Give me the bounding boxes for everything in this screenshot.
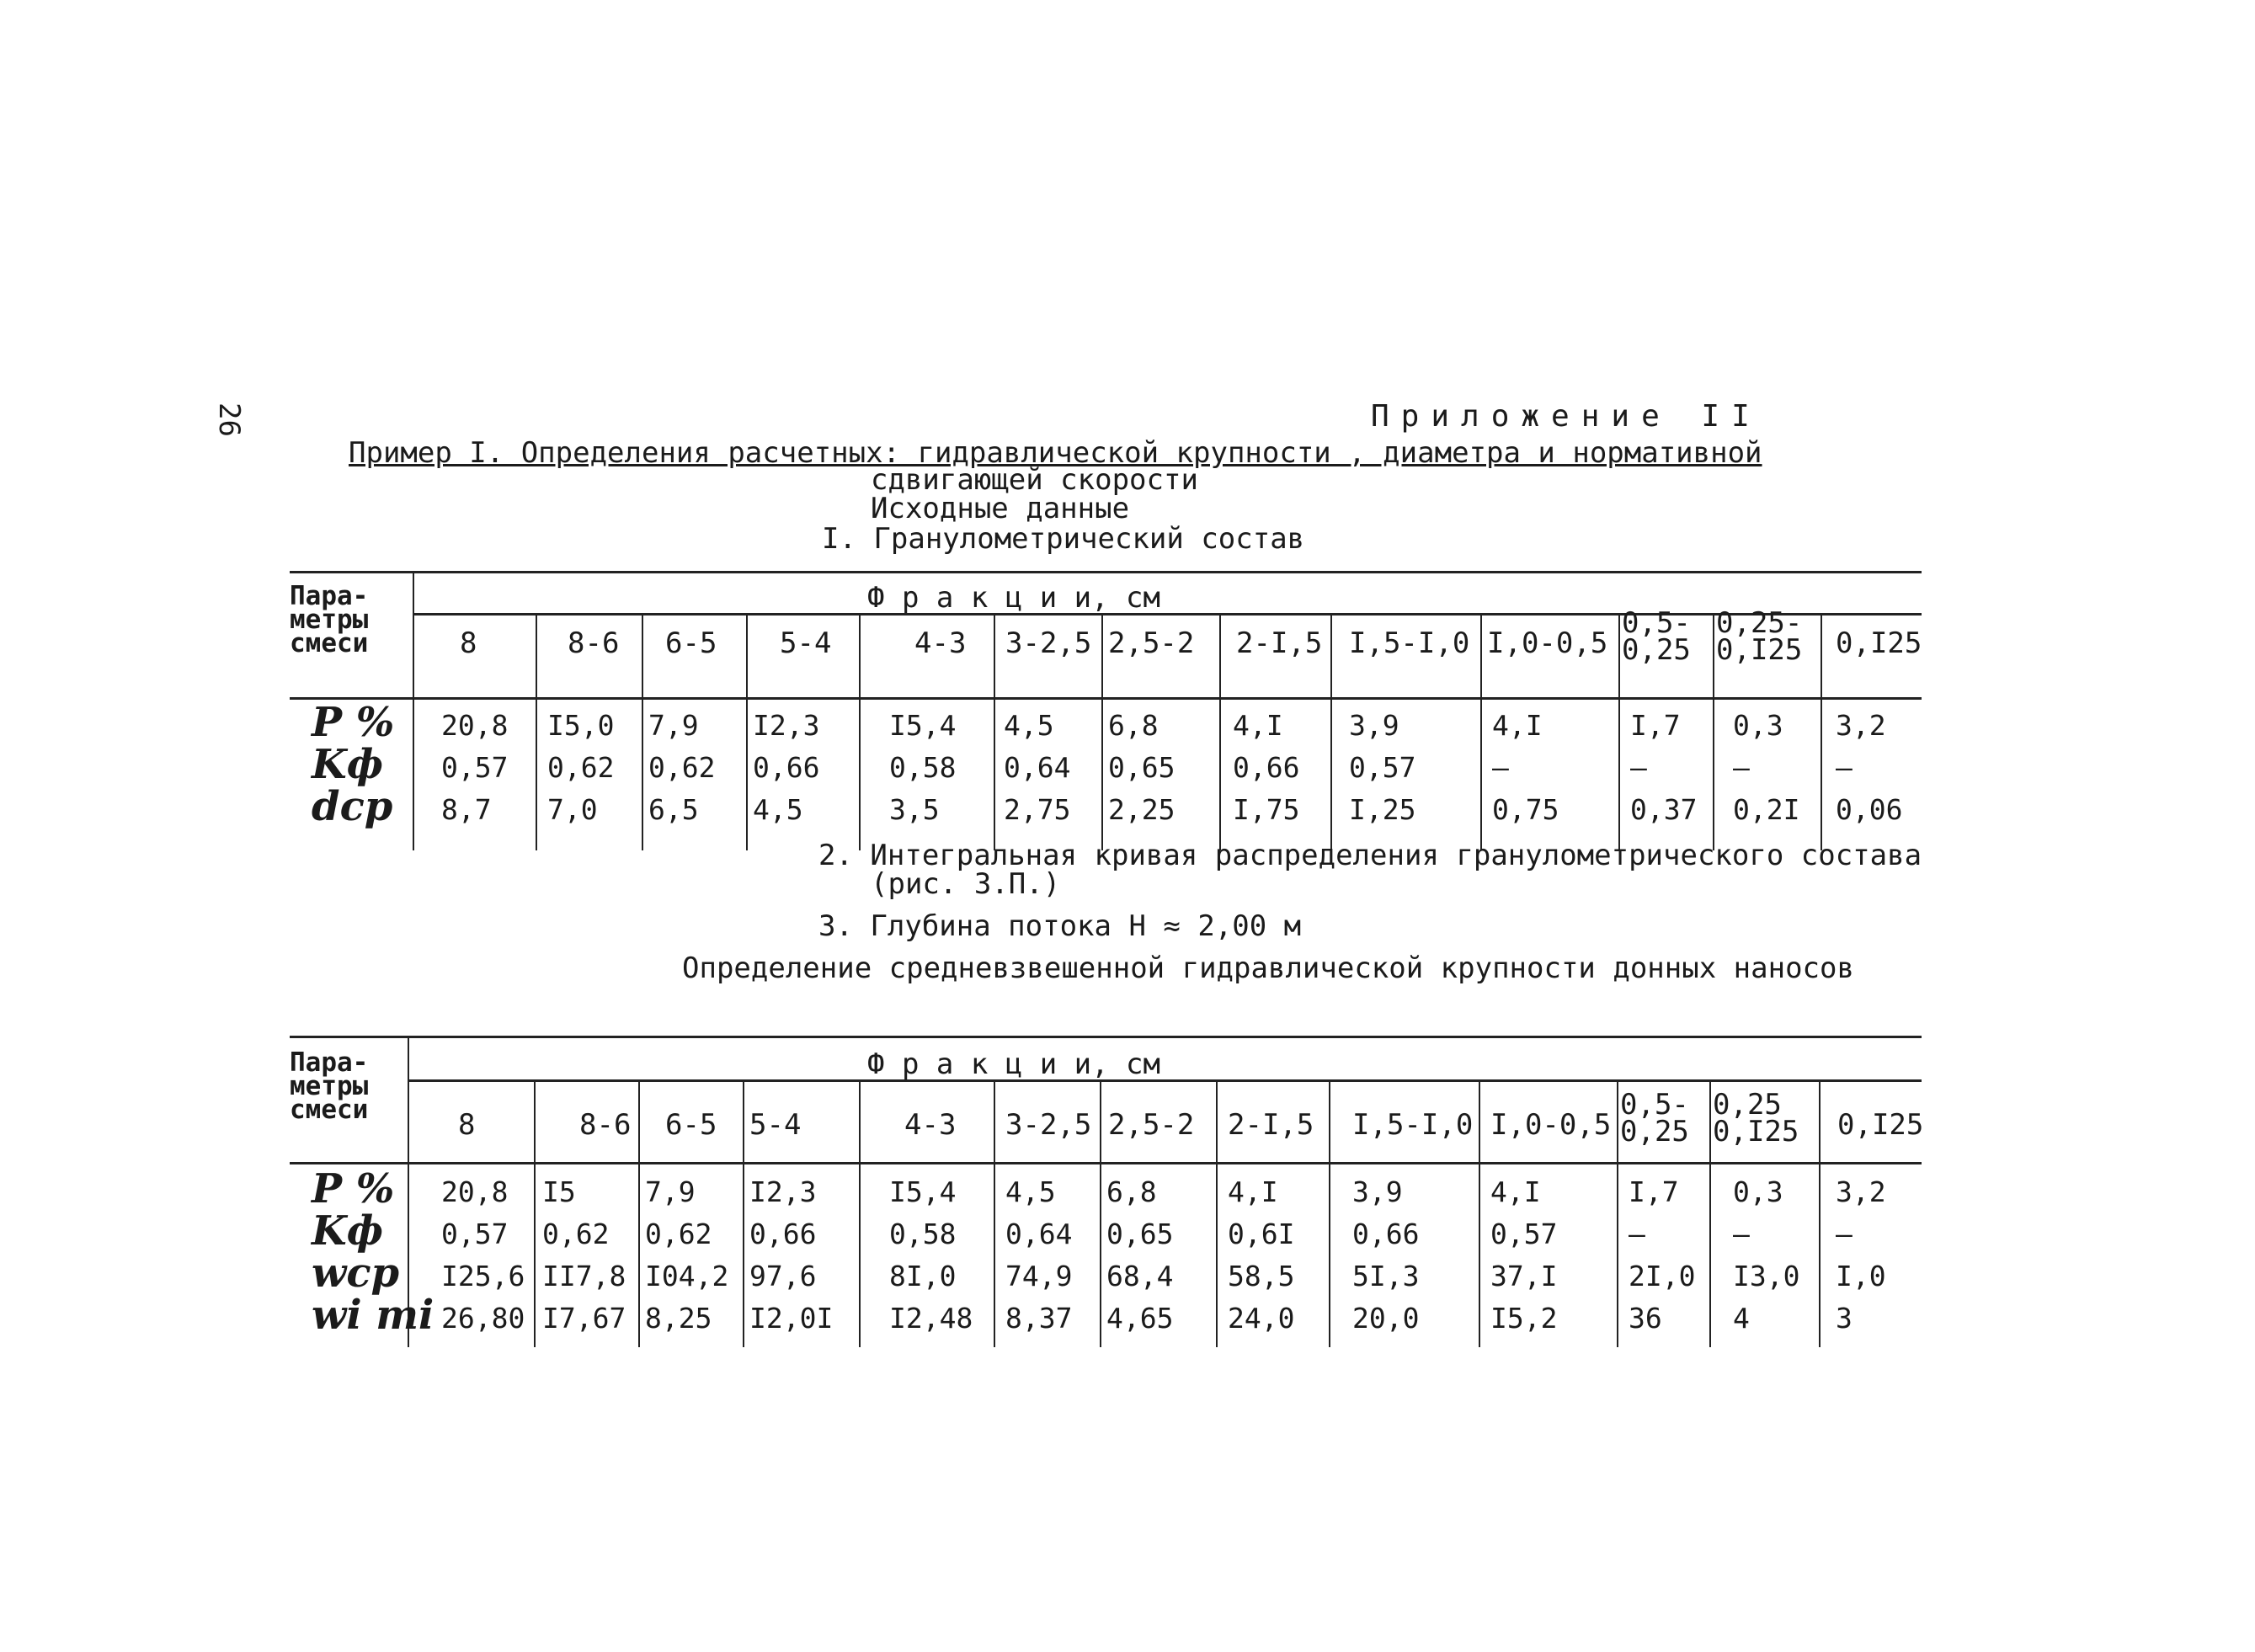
column-header: 3-2,5 bbox=[1005, 1108, 1092, 1142]
table-cell: I2,3 bbox=[749, 1175, 817, 1208]
column-divider bbox=[1329, 1081, 1330, 1347]
column-divider bbox=[1713, 615, 1714, 850]
table-cell: 97,6 bbox=[749, 1260, 817, 1292]
table-cell: 6,8 bbox=[1108, 709, 1159, 742]
column-divider bbox=[642, 615, 643, 850]
granulometric-heading: I. Гранулометрический состав bbox=[822, 522, 1305, 556]
table-cell: 0,58 bbox=[889, 1218, 957, 1250]
column-header: 0,I25 bbox=[1837, 1108, 1924, 1142]
table-cell: 0,66 bbox=[1233, 751, 1300, 784]
table-cell: 24,0 bbox=[1228, 1302, 1295, 1335]
table-cell: 8,7 bbox=[441, 793, 492, 826]
column-header: 8 bbox=[460, 626, 477, 660]
fractions-title: Ф р а к ц и и, см bbox=[867, 581, 1160, 615]
column-header: 8-6 bbox=[579, 1108, 632, 1142]
column-header: 0,25 0,I25 bbox=[1713, 1088, 1799, 1148]
table-cell: – bbox=[1492, 751, 1509, 784]
column-header: I,5-I,0 bbox=[1349, 626, 1470, 660]
column-divider bbox=[534, 1081, 536, 1347]
table-cell: 74,9 bbox=[1005, 1260, 1073, 1292]
table-cell: I2,48 bbox=[889, 1302, 973, 1335]
table-cell: 0,66 bbox=[1352, 1218, 1420, 1250]
column-divider bbox=[638, 1081, 640, 1347]
table-cell: 2,75 bbox=[1004, 793, 1071, 826]
table-cell: 68,4 bbox=[1106, 1260, 1174, 1292]
table-cell: 2I,0 bbox=[1629, 1260, 1696, 1292]
column-header: 2,5-2 bbox=[1108, 626, 1195, 660]
column-header: 6-5 bbox=[665, 1108, 717, 1142]
table-cell: 0,66 bbox=[753, 751, 820, 784]
column-divider bbox=[994, 1081, 995, 1347]
table-cell: 4,I bbox=[1492, 709, 1543, 742]
column-header: 5-4 bbox=[780, 626, 832, 660]
column-divider bbox=[1618, 615, 1620, 850]
table-cell: 8I,0 bbox=[889, 1260, 957, 1292]
table-cell: 0,66 bbox=[749, 1218, 817, 1250]
column-divider bbox=[1819, 1081, 1821, 1347]
column-header: 4-3 bbox=[904, 1108, 957, 1142]
column-divider bbox=[1709, 1081, 1711, 1347]
param-header-line: смеси bbox=[290, 1095, 369, 1125]
table-cell: 0,3 bbox=[1733, 1175, 1783, 1208]
column-header: 8-6 bbox=[568, 626, 620, 660]
column-divider bbox=[1480, 615, 1482, 850]
table-cell: I7,67 bbox=[542, 1302, 626, 1335]
table-cell: – bbox=[1836, 1218, 1853, 1250]
table-cell: 4,I bbox=[1228, 1175, 1278, 1208]
table-cell: 0,65 bbox=[1108, 751, 1175, 784]
row-symbol: Kф bbox=[312, 741, 384, 788]
table-cell: 3,9 bbox=[1352, 1175, 1403, 1208]
table-cell: – bbox=[1733, 751, 1750, 784]
table-cell: I2,0I bbox=[749, 1302, 834, 1335]
table-cell: I04,2 bbox=[645, 1260, 729, 1292]
table-cell: I,7 bbox=[1629, 1175, 1679, 1208]
column-divider bbox=[1617, 1081, 1618, 1347]
table-cell: 0,3 bbox=[1733, 709, 1783, 742]
initial-data-heading: Исходные данные bbox=[871, 492, 1130, 525]
row-symbol: dср bbox=[312, 783, 393, 830]
column-header: I,5-I,0 bbox=[1352, 1108, 1474, 1142]
table-cell: 36 bbox=[1629, 1302, 1662, 1335]
table-cell: 0,62 bbox=[542, 1218, 610, 1250]
table-cell: I25,6 bbox=[441, 1260, 525, 1292]
table-cell: 4,5 bbox=[1004, 709, 1054, 742]
page-number: 26 bbox=[212, 402, 246, 437]
table-cell: 7,9 bbox=[645, 1175, 696, 1208]
column-header: 0,5- 0,25 bbox=[1620, 1088, 1689, 1148]
table-cell: 3,5 bbox=[889, 793, 940, 826]
table-cell: 20,8 bbox=[441, 709, 509, 742]
table-cell: – bbox=[1733, 1218, 1750, 1250]
column-header: 2,5-2 bbox=[1108, 1108, 1195, 1142]
table-cell: – bbox=[1630, 751, 1647, 784]
table-cell: 58,5 bbox=[1228, 1260, 1295, 1292]
table-cell: 0,62 bbox=[547, 751, 615, 784]
table-cell: I5,2 bbox=[1490, 1302, 1558, 1335]
column-divider bbox=[859, 615, 861, 850]
column-divider bbox=[1100, 1081, 1101, 1347]
appendix-label: Приложение II bbox=[1371, 399, 1762, 434]
column-divider bbox=[1479, 1081, 1480, 1347]
row-symbol: P % bbox=[312, 699, 395, 746]
column-divider bbox=[743, 1081, 744, 1347]
column-divider bbox=[1101, 615, 1103, 850]
note-figure-ref: (рис. 3.П.) bbox=[871, 867, 1061, 901]
table-cell: 20,0 bbox=[1352, 1302, 1420, 1335]
column-divider bbox=[1821, 615, 1822, 850]
column-header: 8 bbox=[458, 1108, 476, 1142]
table-cell: 0,06 bbox=[1836, 793, 1903, 826]
param-header-line: метры bbox=[290, 605, 369, 635]
column-divider bbox=[746, 615, 748, 850]
row-symbol: wi mi bbox=[312, 1292, 434, 1339]
table-cell: I5 bbox=[542, 1175, 576, 1208]
table-cell: 4 bbox=[1733, 1302, 1750, 1335]
table-cell: 3,2 bbox=[1836, 1175, 1886, 1208]
table-cell: II7,8 bbox=[542, 1260, 626, 1292]
table-cell: 37,I bbox=[1490, 1260, 1558, 1292]
table-cell: 3 bbox=[1836, 1302, 1853, 1335]
column-header: I,0-0,5 bbox=[1487, 626, 1608, 660]
fractions-title: Ф р а к ц и и, см bbox=[867, 1047, 1160, 1081]
row-symbol: P % bbox=[312, 1165, 395, 1212]
table-cell: 3,2 bbox=[1836, 709, 1886, 742]
table-cell: I2,3 bbox=[753, 709, 820, 742]
table-cell: 7,0 bbox=[547, 793, 598, 826]
table-cell: 4,I bbox=[1233, 709, 1283, 742]
table-cell: 26,80 bbox=[441, 1302, 525, 1335]
table-cell: 0,57 bbox=[1490, 1218, 1558, 1250]
table-cell: 0,57 bbox=[1349, 751, 1416, 784]
table-cell: 3,9 bbox=[1349, 709, 1399, 742]
table-cell: 0,62 bbox=[645, 1218, 712, 1250]
column-header: 2-I,5 bbox=[1228, 1108, 1314, 1142]
note-integral-curve: 2. Интегральная кривая распределения гранулометрического состава bbox=[818, 839, 1922, 872]
table-cell: 0,6I bbox=[1228, 1218, 1295, 1250]
table-cell: 0,37 bbox=[1630, 793, 1698, 826]
param-header-line: Пара- bbox=[290, 1047, 369, 1078]
column-header: 0,5- 0,25 bbox=[1622, 606, 1691, 667]
table-cell: 0,2I bbox=[1733, 793, 1800, 826]
column-header: I,0-0,5 bbox=[1490, 1108, 1612, 1142]
table-cell: I,0 bbox=[1836, 1260, 1886, 1292]
column-divider bbox=[1219, 615, 1221, 850]
table-cell: 4,5 bbox=[1005, 1175, 1056, 1208]
example-title: Пример I. Определения расчетных: гидравлической крупности , диаметра и нормативной bbox=[349, 436, 1762, 470]
table-cell: I,25 bbox=[1349, 793, 1416, 826]
table-cell: I5,4 bbox=[889, 1175, 957, 1208]
table-cell: 0,57 bbox=[441, 751, 509, 784]
table-cell: I5,4 bbox=[889, 709, 957, 742]
table-cell: 0,62 bbox=[648, 751, 716, 784]
table-cell: 5I,3 bbox=[1352, 1260, 1420, 1292]
column-divider bbox=[536, 615, 537, 850]
column-header: 4-3 bbox=[914, 626, 967, 660]
section-heading-weighted: Определение средневзвешенной гидравлической крупности донных наносов bbox=[682, 951, 1854, 985]
table-cell: 0,57 bbox=[441, 1218, 509, 1250]
column-header: 0,25- 0,I25 bbox=[1716, 606, 1803, 667]
table-cell: I,7 bbox=[1630, 709, 1681, 742]
row-symbol: Kф bbox=[312, 1207, 384, 1255]
table-cell: 2,25 bbox=[1108, 793, 1175, 826]
param-header-line: метры bbox=[290, 1071, 369, 1101]
param-header-line: смеси bbox=[290, 628, 369, 658]
column-divider bbox=[413, 573, 414, 850]
table-cell: 0,75 bbox=[1492, 793, 1559, 826]
column-header: 6-5 bbox=[665, 626, 717, 660]
column-header: 0,I25 bbox=[1836, 626, 1922, 660]
table-cell: 6,5 bbox=[648, 793, 699, 826]
table-cell: – bbox=[1629, 1218, 1645, 1250]
table-cell: 0,65 bbox=[1106, 1218, 1174, 1250]
table-cell: I5,0 bbox=[547, 709, 615, 742]
example-title-continued: сдвигающей скорости bbox=[871, 463, 1198, 497]
column-divider bbox=[994, 615, 995, 850]
column-divider bbox=[859, 1081, 861, 1347]
table-cell: 0,64 bbox=[1004, 751, 1071, 784]
table-cell: 0,58 bbox=[889, 751, 957, 784]
param-header-line: Пара- bbox=[290, 581, 369, 611]
table-cell: – bbox=[1836, 751, 1853, 784]
column-divider bbox=[1330, 615, 1332, 850]
table-cell: 4,5 bbox=[753, 793, 803, 826]
table-cell: 4,65 bbox=[1106, 1302, 1174, 1335]
column-header: 3-2,5 bbox=[1005, 626, 1092, 660]
table-cell: 20,8 bbox=[441, 1175, 509, 1208]
table-cell: I3,0 bbox=[1733, 1260, 1800, 1292]
note-flow-depth: 3. Глубина потока Н ≈ 2,00 м bbox=[818, 909, 1302, 943]
row-symbol: wср bbox=[312, 1250, 400, 1297]
table-cell: 6,8 bbox=[1106, 1175, 1157, 1208]
table-cell: 4,I bbox=[1490, 1175, 1541, 1208]
table-cell: 8,25 bbox=[645, 1302, 712, 1335]
column-divider bbox=[1216, 1081, 1218, 1347]
table-cell: 0,64 bbox=[1005, 1218, 1073, 1250]
column-header: 2-I,5 bbox=[1236, 626, 1323, 660]
column-header: 5-4 bbox=[749, 1108, 802, 1142]
table-cell: 8,37 bbox=[1005, 1302, 1073, 1335]
table-cell: 7,9 bbox=[648, 709, 699, 742]
table-cell: I,75 bbox=[1233, 793, 1300, 826]
